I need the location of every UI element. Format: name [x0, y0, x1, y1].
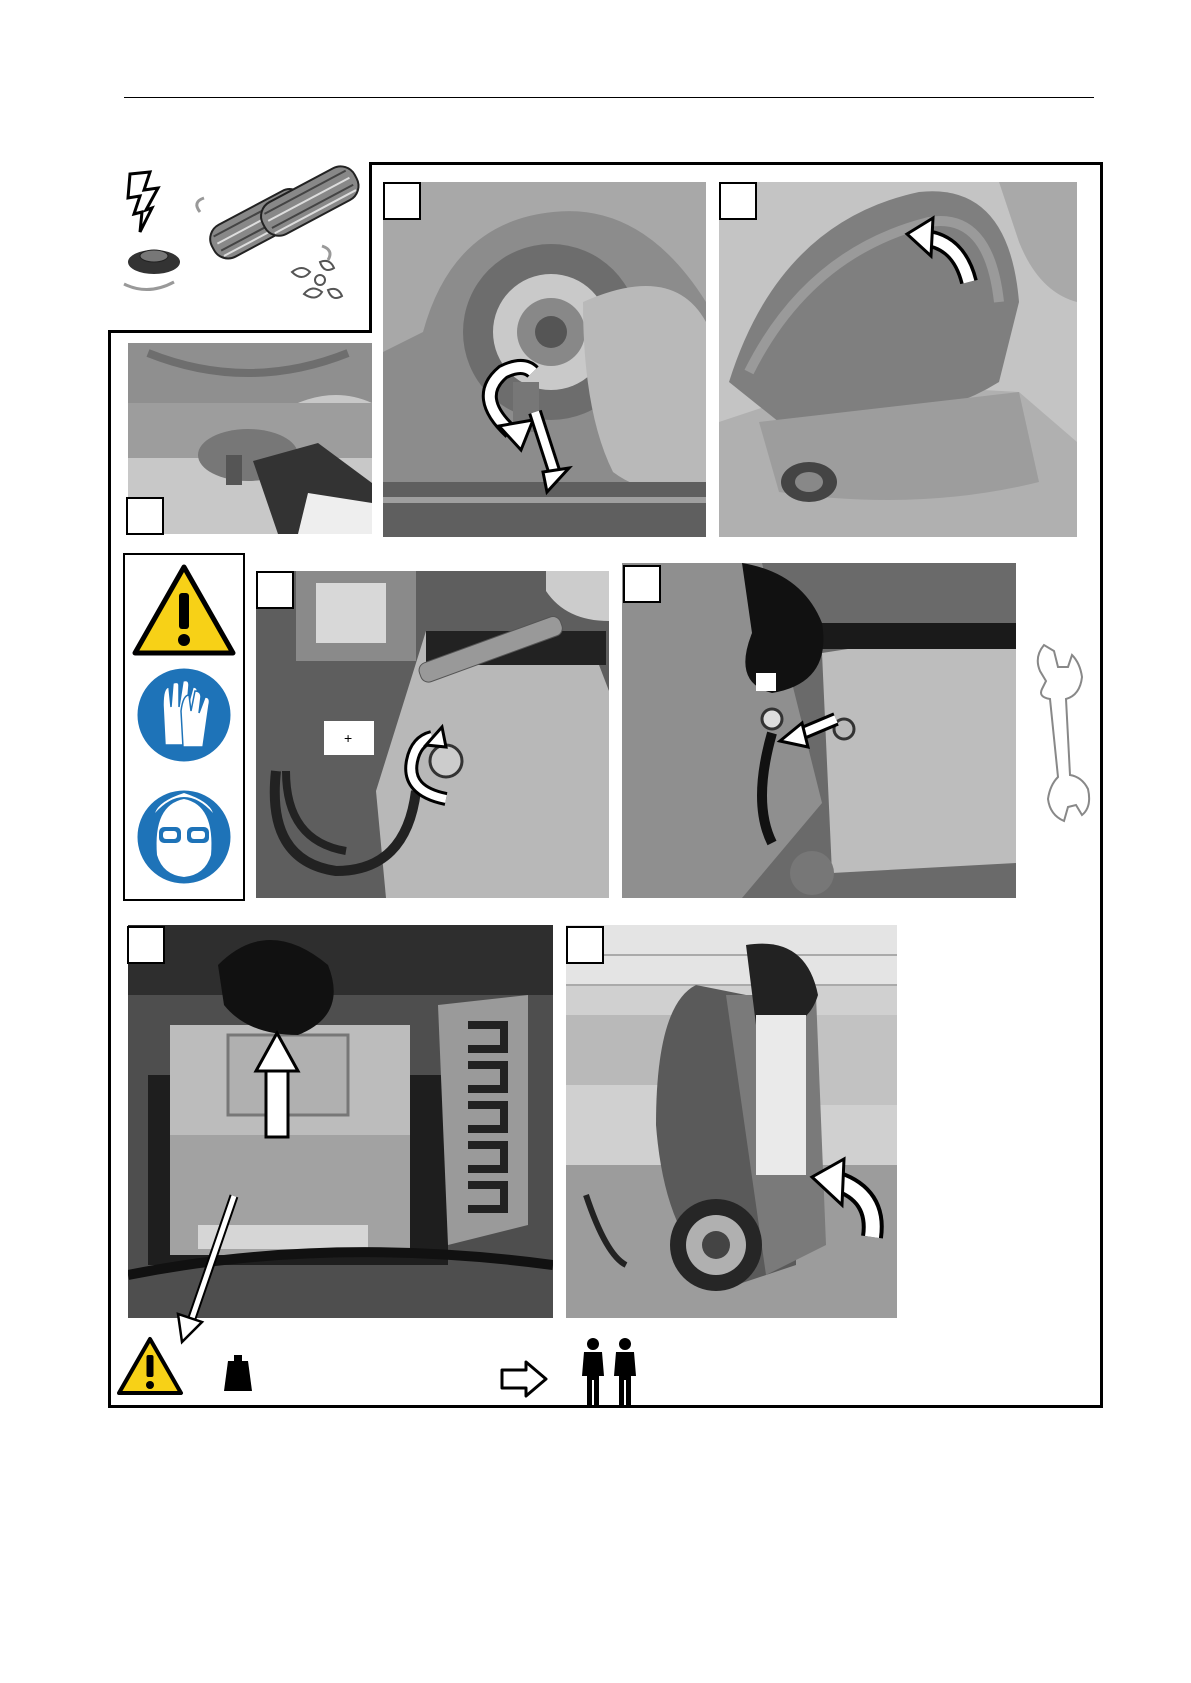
- weight-icon: [222, 1355, 254, 1391]
- photo-wheel-axle: [383, 182, 706, 537]
- arrow-right-icon: [500, 1360, 548, 1398]
- brush-segments-icon: [292, 261, 342, 298]
- step-a-label: [126, 497, 164, 535]
- wear-gloves-icon: [136, 667, 232, 763]
- two-persons-icon: [578, 1338, 642, 1406]
- step-c-label: [719, 182, 757, 220]
- photo-lower-wheel: [128, 343, 372, 534]
- side-brush-icon: [124, 250, 180, 290]
- step-b-label: [383, 182, 421, 220]
- wear-goggles-icon: [136, 789, 232, 885]
- photo-battery-wrench: [256, 571, 609, 898]
- open-end-wrench-icon: [1030, 637, 1100, 827]
- electric-hazard-icon: [128, 172, 158, 232]
- safety-column: [123, 553, 245, 901]
- photo-sweeper-tilt: [566, 925, 897, 1318]
- pointer-arrow-icon: [160, 1190, 260, 1350]
- pictogram-inset: [108, 162, 372, 333]
- step-d-label: [256, 571, 294, 609]
- warning-triangle-icon: [135, 567, 233, 653]
- photo-cover-lift: [719, 182, 1077, 537]
- step-g-label: [566, 926, 604, 964]
- photo-battery-terminal: [622, 563, 1016, 898]
- header-rule: [124, 97, 1094, 98]
- step-e-label: [623, 565, 661, 603]
- warning-triangle-icon: [115, 1335, 185, 1397]
- svg-text:+: +: [344, 730, 353, 746]
- step-f-label: [127, 926, 165, 964]
- roller-brush-icon: [197, 162, 364, 264]
